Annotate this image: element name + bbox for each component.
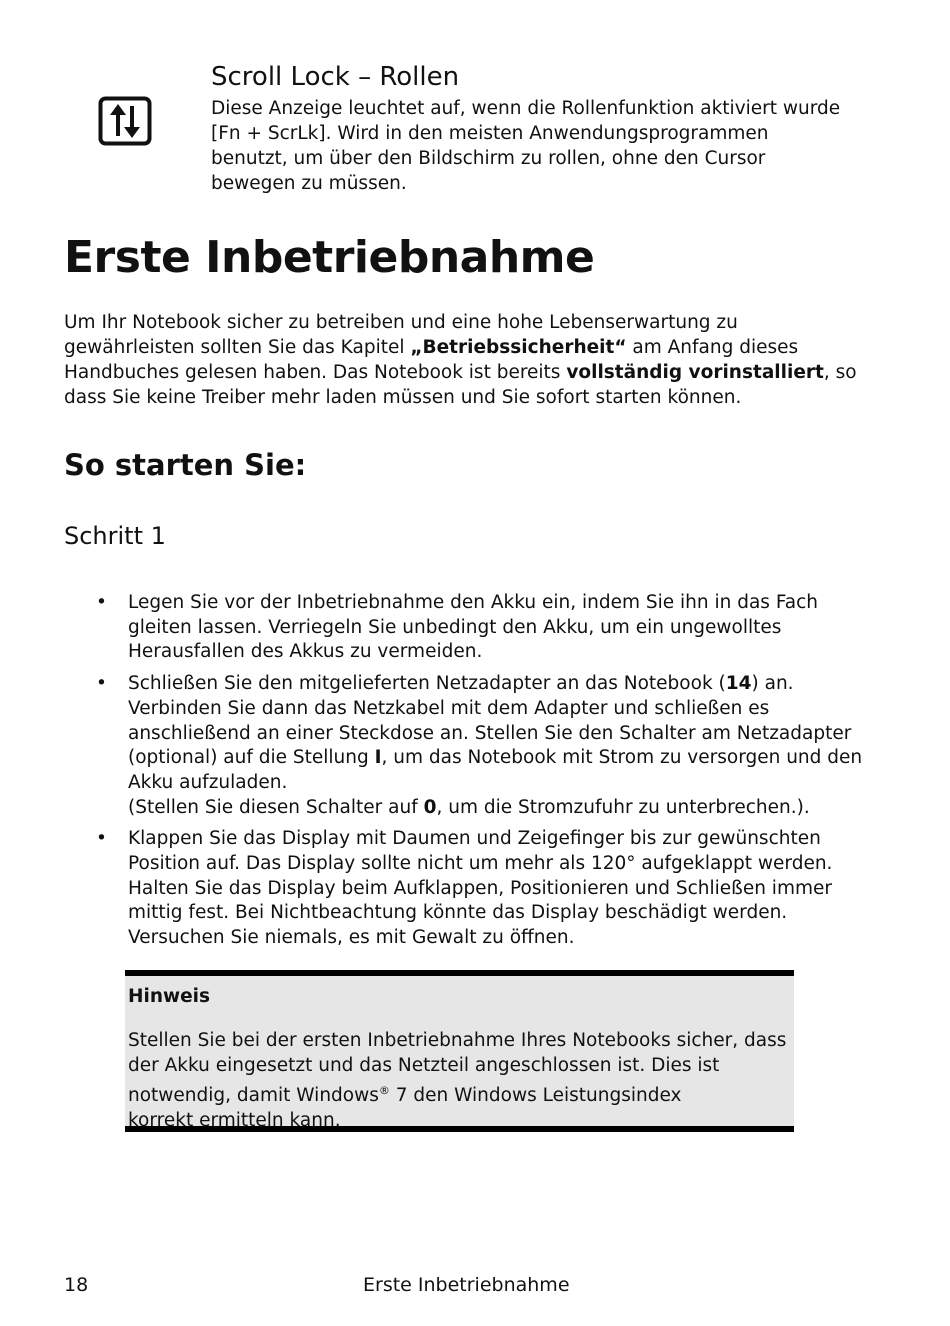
intro-text: Handbuches gelesen haben. Das Notebook ist bereits — [64, 362, 567, 383]
list-bold-text: I — [374, 747, 382, 769]
note-text — [128, 1028, 788, 1133]
scroll-lock-arrows-icon — [98, 96, 152, 146]
list-item-line: gleiten lassen. Verriegeln Sie unbedingt den Akku, um ein ungewolltes — [128, 616, 782, 638]
list-item-line: Halten Sie das Display beim Aufklappen, Positionieren und Schließen immer — [128, 877, 832, 899]
step-list — [64, 591, 864, 958]
step-heading: Schritt 1 — [64, 522, 166, 550]
list-item-line: mittig fest. Bei Nichtbeachtung könnte das Display beschädigt werden. — [128, 902, 788, 924]
list-item-line: Versuchen Sie niemals, es mit Gewalt zu öffnen. — [128, 927, 575, 949]
footer-section-title: Erste Inbetriebnahme — [363, 1274, 570, 1296]
list-text: , um das Notebook mit Strom zu versorgen und den — [381, 747, 863, 769]
intro-paragraph — [64, 310, 864, 410]
list-item-line: Akku aufzuladen. — [128, 771, 288, 793]
list-item-line: Herausfallen des Akkus zu vermeiden. — [128, 641, 483, 663]
bullet-icon: • — [96, 828, 107, 850]
note-line: der Akku eingesetzt und das Netzteil angeschlossen ist. Dies ist — [128, 1055, 720, 1076]
indicator-line: [Fn + ScrLk]. Wird in den meisten Anwendungsprogrammen — [211, 123, 769, 144]
intro-line — [64, 360, 864, 385]
list-item-line: Position auf. Das Display sollte nicht um mehr als 120° aufgeklappt werden. — [128, 853, 833, 875]
page-title: Erste Inbetriebnahme — [64, 232, 595, 283]
indicator-line: bewegen zu müssen. — [211, 173, 407, 194]
bullet-icon: • — [96, 592, 107, 613]
bullet-icon: • — [96, 673, 107, 695]
list-item — [64, 827, 864, 951]
note-title: Hinweis — [128, 986, 210, 1007]
intro-text: , so — [823, 362, 857, 383]
page-number: 18 — [64, 1274, 89, 1296]
list-text: (optional) auf die Stellung — [128, 747, 375, 769]
indicator-line: benutzt, um über den Bildschirm zu rollen, ohne den Cursor — [211, 148, 766, 169]
section-heading: So starten Sie: — [64, 448, 307, 482]
list-text: ) an. — [751, 673, 794, 695]
registered-mark: ® — [378, 1084, 390, 1097]
list-text: , um die Stromzufuhr zu unterbrechen.). — [436, 796, 810, 818]
indicator-line: Diese Anzeige leuchtet auf, wenn die Rollenfunktion aktiviert wurde — [211, 98, 841, 119]
list-item-line — [128, 672, 864, 697]
indicator-title: Scroll Lock – Rollen — [211, 62, 460, 92]
list-item-line: anschließend an einer Steckdose an. Stellen Sie den Schalter am Netzadapter — [128, 722, 852, 744]
list-item — [64, 672, 864, 820]
note-box — [125, 970, 794, 1132]
intro-bold-text: vollständig vorinstalliert — [566, 362, 824, 383]
intro-line — [64, 335, 864, 360]
list-item-line: Verbinden Sie dann das Netzkabel mit dem Adapter und schließen es — [128, 697, 770, 719]
note-line: Stellen Sie bei der ersten Inbetriebnahme Ihres Notebooks sicher, dass — [128, 1030, 787, 1051]
note-line-text: 7 den Windows Leistungsindex — [389, 1085, 682, 1107]
indicator-description — [211, 96, 871, 196]
scroll-lock-indicator-description — [211, 60, 871, 196]
list-item-line — [128, 746, 864, 771]
note-line-text: notwendig, damit Windows — [128, 1085, 379, 1107]
intro-text: gewährleisten sollten Sie das Kapitel — [64, 337, 411, 358]
intro-line: dass Sie keine Treiber mehr laden müssen und Sie sofort starten können. — [64, 387, 742, 408]
note-line — [128, 1078, 788, 1108]
list-bold-text: 0 — [423, 796, 437, 818]
list-item — [64, 591, 864, 665]
list-item-line: Legen Sie vor der Inbetriebnahme den Akku ein, indem Sie ihn in das Fach — [128, 592, 818, 613]
note-line: korrekt ermitteln kann. — [128, 1110, 341, 1132]
intro-text: am Anfang dieses — [626, 337, 799, 358]
list-item-line — [128, 796, 864, 821]
list-bold-text: 14 — [725, 673, 752, 695]
intro-line: Um Ihr Notebook sicher zu betreiben und eine hohe Lebenserwartung zu — [64, 312, 738, 333]
list-text: (Stellen Sie diesen Schalter auf — [128, 796, 424, 818]
list-text: Schließen Sie den mitgelieferten Netzadapter an das Notebook ( — [128, 673, 726, 695]
list-item-line: Klappen Sie das Display mit Daumen und Zeigefinger bis zur gewünschten — [128, 828, 821, 850]
intro-bold-text: „Betriebssicherheit“ — [410, 337, 627, 358]
